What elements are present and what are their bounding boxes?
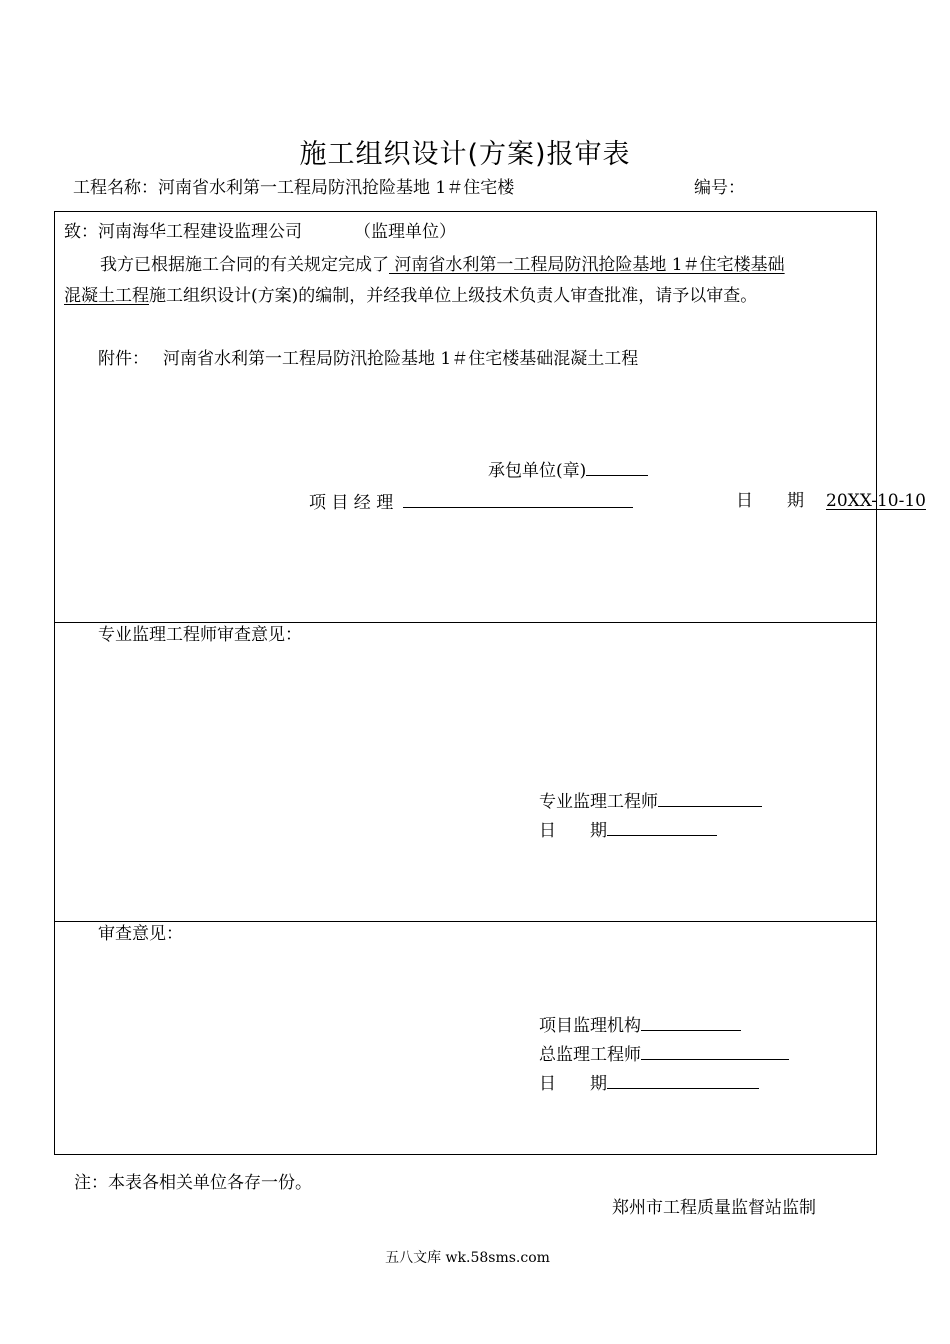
org-row [539, 1013, 741, 1037]
body-prefix: 我方已根据施工合同的有关规定完成了 [100, 255, 389, 275]
attachment-label: 附件： [98, 349, 149, 369]
engineer-label: 专业监理工程师 [539, 792, 658, 812]
body-project-part1: 河南省水利第一工程局防汛抢险基地 1＃住宅楼基础 [389, 255, 785, 275]
date-row-2 [539, 818, 717, 842]
engineer-row [539, 789, 762, 813]
chief-label: 总监理工程师 [539, 1045, 641, 1065]
attachment-value: 河南省水利第一工程局防汛抢险基地 1＃住宅楼基础混凝土工程 [163, 349, 639, 369]
org-label: 项目监理机构 [539, 1016, 641, 1036]
date-label-1: 日 期 [736, 491, 804, 511]
to-role: （监理单位） [354, 222, 456, 242]
body-line-1 [100, 254, 785, 276]
recipient-row [64, 221, 456, 243]
contractor-seal-line[interactable] [586, 458, 648, 476]
footer-note: 注：本表各相关单位各存一份。 [74, 1173, 312, 1193]
project-name-row [73, 177, 514, 199]
body-suffix: 施工组织设计(方案)的编制，并经我单位上级技术负责人审查批准，请予以审查。 [149, 286, 758, 306]
contractor-label: 承包单位(章) [488, 461, 587, 481]
chief-row [539, 1042, 789, 1066]
engineer-review-section [54, 622, 877, 922]
date-value-1: 20XX-10-10 [826, 491, 926, 511]
contractor-row [488, 458, 648, 482]
pm-signature-line[interactable] [403, 490, 633, 508]
body-project-part2: 混凝土工程 [64, 286, 149, 306]
date-row-1 [736, 490, 926, 512]
number-label: 编号： [694, 178, 745, 198]
to-company: 河南海华工程建设监理公司 [98, 222, 302, 242]
to-label: 致： [64, 222, 98, 242]
attachment-row [98, 348, 638, 370]
chief-review-heading: 审查意见： [98, 924, 183, 944]
date-row-3 [539, 1071, 759, 1095]
page-title: 施工组织设计(方案)报审表 [299, 139, 631, 170]
date-line-2[interactable] [607, 818, 717, 836]
chief-signature-line[interactable] [641, 1042, 789, 1060]
chief-review-section [54, 921, 877, 1155]
project-name: 河南省水利第一工程局防汛抢险基地 1＃住宅楼 [158, 178, 515, 198]
engineer-signature-line[interactable] [658, 789, 762, 807]
pm-row [309, 490, 633, 514]
date-line-3[interactable] [607, 1071, 759, 1089]
body-line-2 [64, 285, 757, 307]
date-label-2: 日 期 [539, 821, 607, 841]
date-label-3: 日 期 [539, 1074, 607, 1094]
footer-issuer: 郑州市工程质量监督站监制 [612, 1198, 816, 1218]
watermark-text: 五八文库 wk.58sms.com [385, 1250, 550, 1266]
project-label: 工程名称： [73, 178, 158, 198]
org-signature-line[interactable] [641, 1013, 741, 1031]
pm-label: 项 目 经 理 [309, 493, 394, 513]
engineer-review-heading: 专业监理工程师审查意见： [98, 625, 302, 645]
